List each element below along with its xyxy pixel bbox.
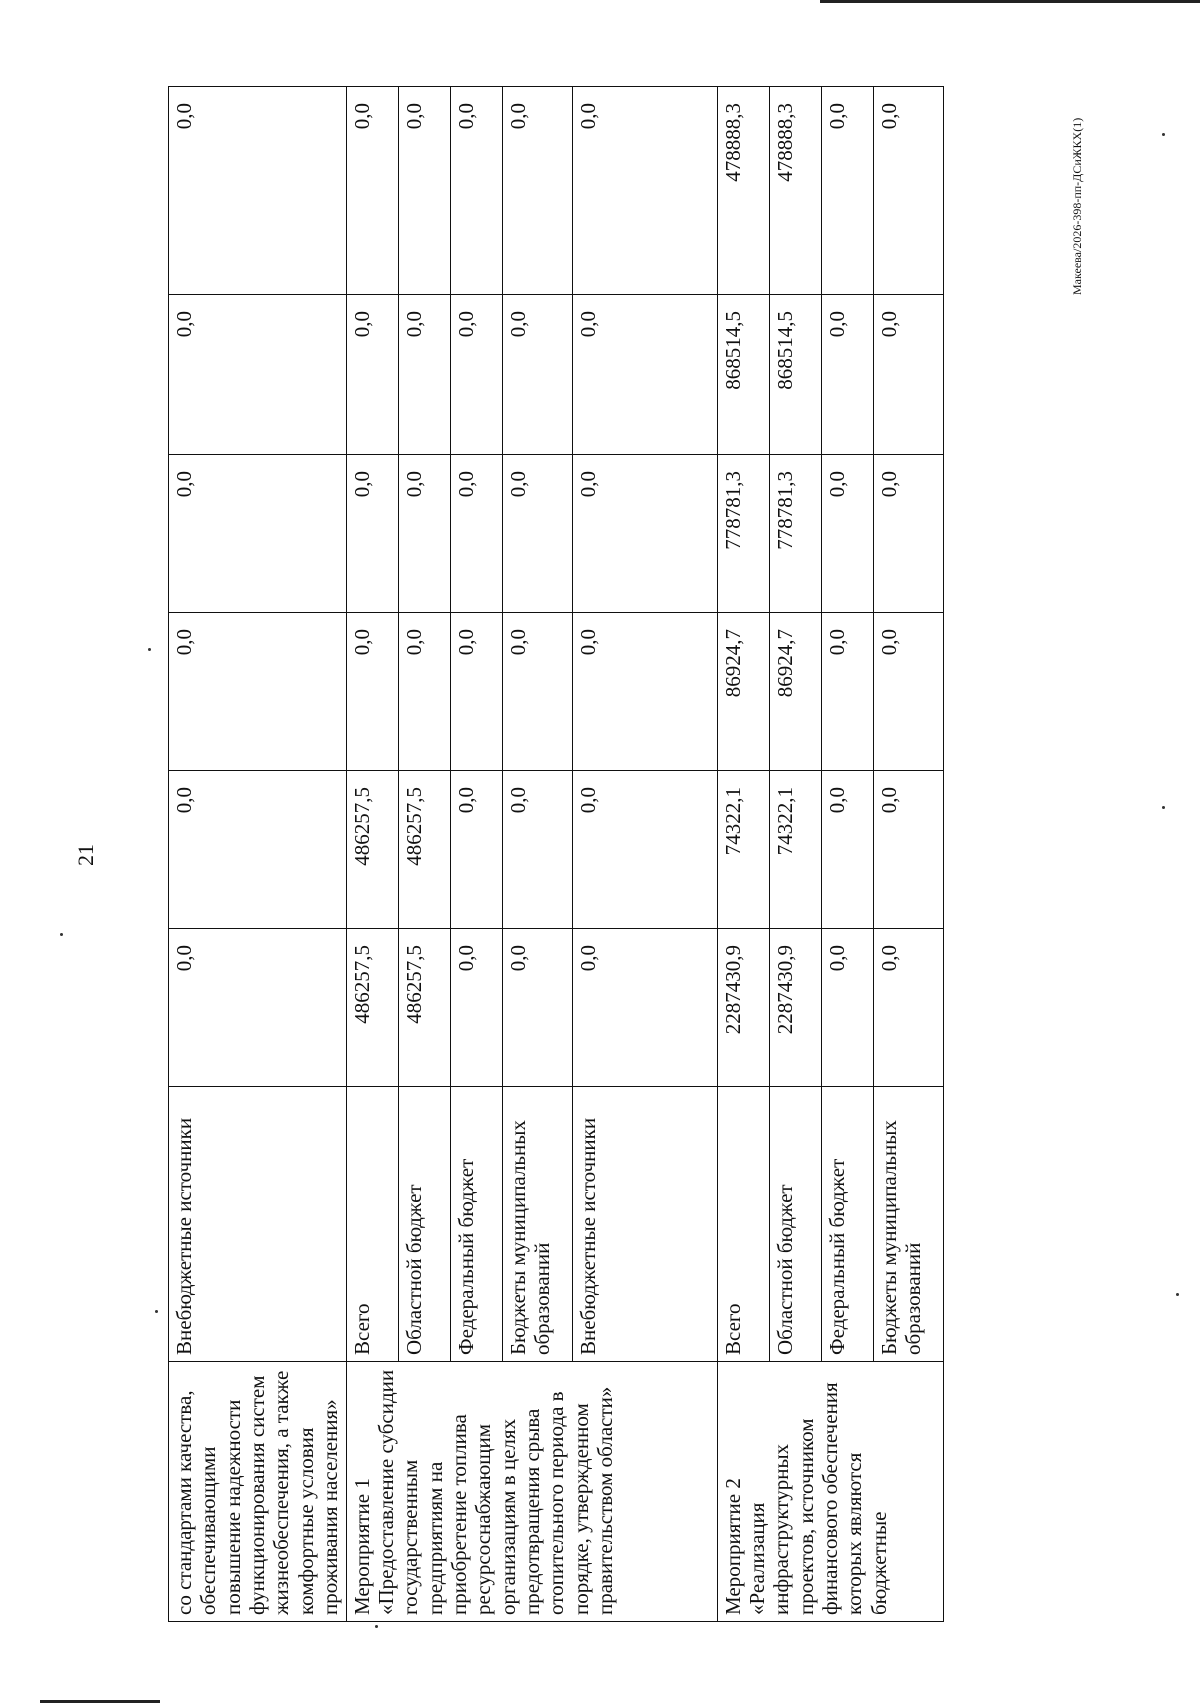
amount-cell: 0,0 xyxy=(873,87,943,295)
amount-cell: 0,0 xyxy=(450,87,502,295)
funding-source: Всего xyxy=(717,1087,769,1362)
amount-cell: 0,0 xyxy=(572,613,717,771)
funding-source: Всего xyxy=(346,1087,398,1362)
amount-cell: 486257,5 xyxy=(398,929,450,1087)
amount-cell: 0,0 xyxy=(572,771,717,929)
amount-cell: 2287430,9 xyxy=(717,929,769,1087)
amount-cell: 2287430,9 xyxy=(769,929,821,1087)
funding-source: Внебюджетные источники xyxy=(169,1087,347,1362)
amount-cell: 0,0 xyxy=(572,455,717,613)
scan-dot xyxy=(60,933,63,936)
table-row xyxy=(169,87,347,1622)
amount-cell: 0,0 xyxy=(169,455,347,613)
amount-cell: 0,0 xyxy=(346,295,398,455)
amount-cell: 0,0 xyxy=(502,295,572,455)
amount-cell: 778781,3 xyxy=(717,455,769,613)
scan-dot xyxy=(1162,806,1165,809)
amount-cell: 0,0 xyxy=(572,295,717,455)
amount-cell: 0,0 xyxy=(169,771,347,929)
amount-cell: 0,0 xyxy=(346,455,398,613)
amount-cell: 478888,3 xyxy=(717,87,769,295)
amount-cell: 0,0 xyxy=(346,87,398,295)
amount-cell: 0,0 xyxy=(450,295,502,455)
amount-cell: 0,0 xyxy=(169,613,347,771)
scan-edge-top xyxy=(820,0,1200,3)
amount-cell: 486257,5 xyxy=(346,771,398,929)
budget-table xyxy=(168,86,944,1622)
amount-cell: 0,0 xyxy=(502,771,572,929)
funding-source: Областной бюджет xyxy=(769,1087,821,1362)
footer-code-text: Макеева/2026-398-пп-ДСиЖКХ(1) xyxy=(1070,117,1084,295)
amount-cell: 0,0 xyxy=(502,929,572,1087)
scan-dot xyxy=(148,648,151,651)
amount-cell: 0,0 xyxy=(398,87,450,295)
table-row xyxy=(717,87,769,1622)
scan-dot xyxy=(155,1310,158,1313)
funding-source: Федеральный бюджет xyxy=(450,1087,502,1362)
amount-cell: 868514,5 xyxy=(769,295,821,455)
amount-cell: 0,0 xyxy=(873,295,943,455)
amount-cell: 0,0 xyxy=(821,613,873,771)
amount-cell: 0,0 xyxy=(821,455,873,613)
scan-dot xyxy=(1176,1293,1179,1296)
amount-cell: 0,0 xyxy=(346,613,398,771)
amount-cell: 0,0 xyxy=(398,455,450,613)
scan-dot xyxy=(1162,133,1165,136)
activity-description: со стандартами качества, обеспечивающими повышение надежности функционирования систем жизнеобеспечения, а также комфортные условия проживания населения» xyxy=(169,1362,347,1622)
funding-source: Бюджеты муниципальных образований xyxy=(873,1087,943,1362)
amount-cell: 0,0 xyxy=(502,613,572,771)
amount-cell: 0,0 xyxy=(572,929,717,1087)
amount-cell: 868514,5 xyxy=(717,295,769,455)
activity-description: Мероприятие 1 «Предоставление субсидии государственным предприятиям на приобретение топлива ресурсоснабжающим организациям в целях предотвращения срыва отопительного периода в порядке, утвержденном правительством области» xyxy=(346,1362,717,1622)
scan-edge-bottom xyxy=(40,1700,160,1703)
amount-cell: 0,0 xyxy=(169,87,347,295)
amount-cell: 0,0 xyxy=(450,613,502,771)
amount-cell: 0,0 xyxy=(502,455,572,613)
amount-cell: 86924,7 xyxy=(769,613,821,771)
amount-cell: 778781,3 xyxy=(769,455,821,613)
amount-cell: 0,0 xyxy=(873,455,943,613)
amount-cell: 0,0 xyxy=(873,929,943,1087)
amount-cell: 74322,1 xyxy=(717,771,769,929)
amount-cell: 486257,5 xyxy=(346,929,398,1087)
amount-cell: 0,0 xyxy=(873,771,943,929)
amount-cell: 86924,7 xyxy=(717,613,769,771)
page-number: 21 xyxy=(73,844,98,866)
amount-cell: 0,0 xyxy=(821,929,873,1087)
funding-source: Федеральный бюджет xyxy=(821,1087,873,1362)
table-body xyxy=(169,87,944,1622)
amount-cell: 0,0 xyxy=(821,771,873,929)
amount-cell: 0,0 xyxy=(450,929,502,1087)
amount-cell: 0,0 xyxy=(873,613,943,771)
scan-dot xyxy=(375,1625,378,1628)
activity-description: Мероприятие 2 «Реализация инфраструктурных проектов, источником финансового обеспечения которых являются бюджетные xyxy=(717,1362,943,1622)
amount-cell: 0,0 xyxy=(450,771,502,929)
amount-cell: 0,0 xyxy=(169,929,347,1087)
amount-cell: 0,0 xyxy=(169,295,347,455)
amount-cell: 486257,5 xyxy=(398,771,450,929)
amount-cell: 0,0 xyxy=(572,87,717,295)
amount-cell: 0,0 xyxy=(821,87,873,295)
rotated-table-wrapper xyxy=(168,87,1168,1622)
table-row xyxy=(346,87,398,1622)
amount-cell: 0,0 xyxy=(398,613,450,771)
amount-cell: 74322,1 xyxy=(769,771,821,929)
funding-source: Внебюджетные источники xyxy=(572,1087,717,1362)
funding-source: Областной бюджет xyxy=(398,1087,450,1362)
amount-cell: 0,0 xyxy=(450,455,502,613)
funding-source: Бюджеты муниципальных образований xyxy=(502,1087,572,1362)
amount-cell: 0,0 xyxy=(398,295,450,455)
amount-cell: 478888,3 xyxy=(769,87,821,295)
amount-cell: 0,0 xyxy=(502,87,572,295)
amount-cell: 0,0 xyxy=(821,295,873,455)
